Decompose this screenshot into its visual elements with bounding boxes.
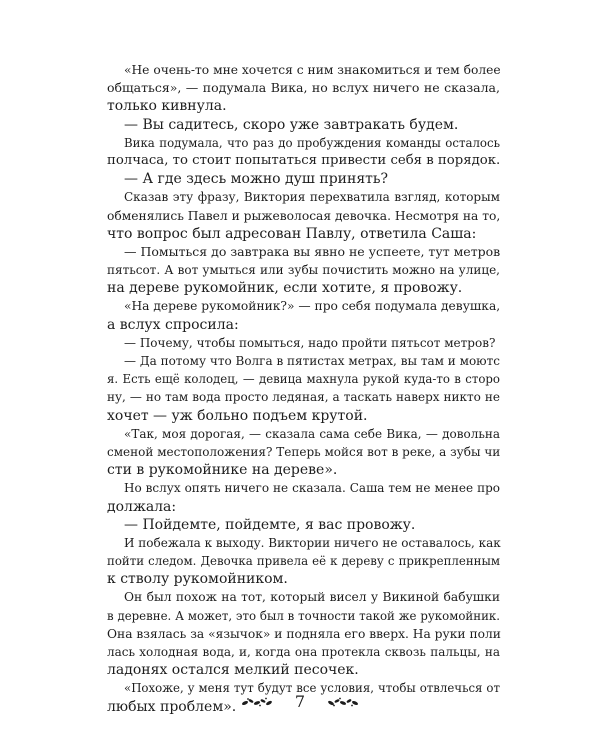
text-line: только кивнула. [107, 98, 227, 115]
text-line: «Похоже, у меня тут будут все условия, чтобы отвлечься от [124, 681, 500, 696]
text-line: я. Есть ещё колодец, — девица махнула рукой куда-то в сторо [107, 372, 500, 387]
text-line: пятьсот. А вот умыться или зубы почистить можно на улице, [107, 263, 500, 278]
text-line: любых проблем». [107, 698, 237, 715]
text-line: ладонях остался мелкий песочек. [107, 662, 359, 679]
text-line: на дереве рукомойник, если хотите, я провожу. [107, 280, 463, 297]
text-line: Она взялась за «язычок» и подняла его вверх. На руки поли [107, 626, 501, 641]
text-line: Сказав эту фразу, Виктория перехватила взгляд, которым [124, 190, 500, 205]
page-footer [0, 691, 600, 711]
text-line: должала: [107, 498, 177, 515]
text-line: хочет — уж больно подъем крутой. [107, 407, 368, 424]
text-line: Вика подумала, что раз до пробуждения команды осталось [124, 135, 500, 150]
text-line: лась холодная вода, и, когда она протекла сквозь пальцы, на [107, 645, 500, 659]
floral-ornament-icon [240, 696, 274, 708]
text-line: полчаса, то стоит попытаться привести себя в порядок. [107, 152, 501, 168]
text-line: — Пойдемте, пойдемте, я вас провожу. [124, 516, 416, 533]
text-line: — Помыться до завтрака вы явно не успеете, тут метров [124, 243, 501, 259]
text-line: общаться», — подумала Вика, но вслух ничего не сказала, [107, 80, 500, 96]
text-line: — Почему, чтобы помыться, надо пройти пятьсот метров? [124, 335, 496, 350]
floral-ornament-icon [326, 696, 360, 708]
text-line: — Вы садитесь, скоро уже завтракать будем. [124, 116, 459, 133]
text-line: обменялись Павел и рыжеволосая девочка. Несмотря на то, [107, 208, 501, 223]
text-line: сти в рукомойнике на дереве». [107, 462, 338, 479]
text-line: Но вслух опять ничего не сказала. Саша тем не менее про [124, 481, 500, 496]
text-line: а вслух спросила: [107, 316, 239, 333]
text-line: — А где здесь можно душ принять? [124, 171, 389, 188]
page-number: 7 [294, 691, 306, 711]
text-line: Он был похож на тот, который висел у Викиной бабушки [124, 590, 500, 605]
body-text [107, 61, 500, 716]
text-line: «На дереве рукомойник?» — про себя подумала девушка, [124, 299, 501, 314]
text-line: — Да потому что Волга в пятистах метрах, вы там и моютс [124, 354, 500, 368]
text-line: пойти следом. Девочка привела её к дереву с прикрепленным [107, 554, 500, 569]
text-line: к стволу рукомойником. [107, 571, 288, 588]
text-line: в деревне. А может, это был в точности такой же рукомойник. [107, 608, 500, 623]
text-line: И побежала к выходу. Виктории ничего не оставалось, как [124, 535, 501, 550]
text-line: что вопрос был адресован Павлу, ответила Саша: [107, 225, 477, 242]
text-line: ну, — но там вода просто ледяная, а таскать наверх никто не [107, 390, 500, 405]
text-line: «Не очень-то мне хочется с ним знакомиться и тем более [124, 63, 501, 77]
text-line: сменой местоположения? Теперь мойся вот в реке, а зубы чи [107, 444, 501, 459]
text-line: «Так, моя дорогая, — сказала сама себе Вика, — довольна [124, 426, 500, 441]
